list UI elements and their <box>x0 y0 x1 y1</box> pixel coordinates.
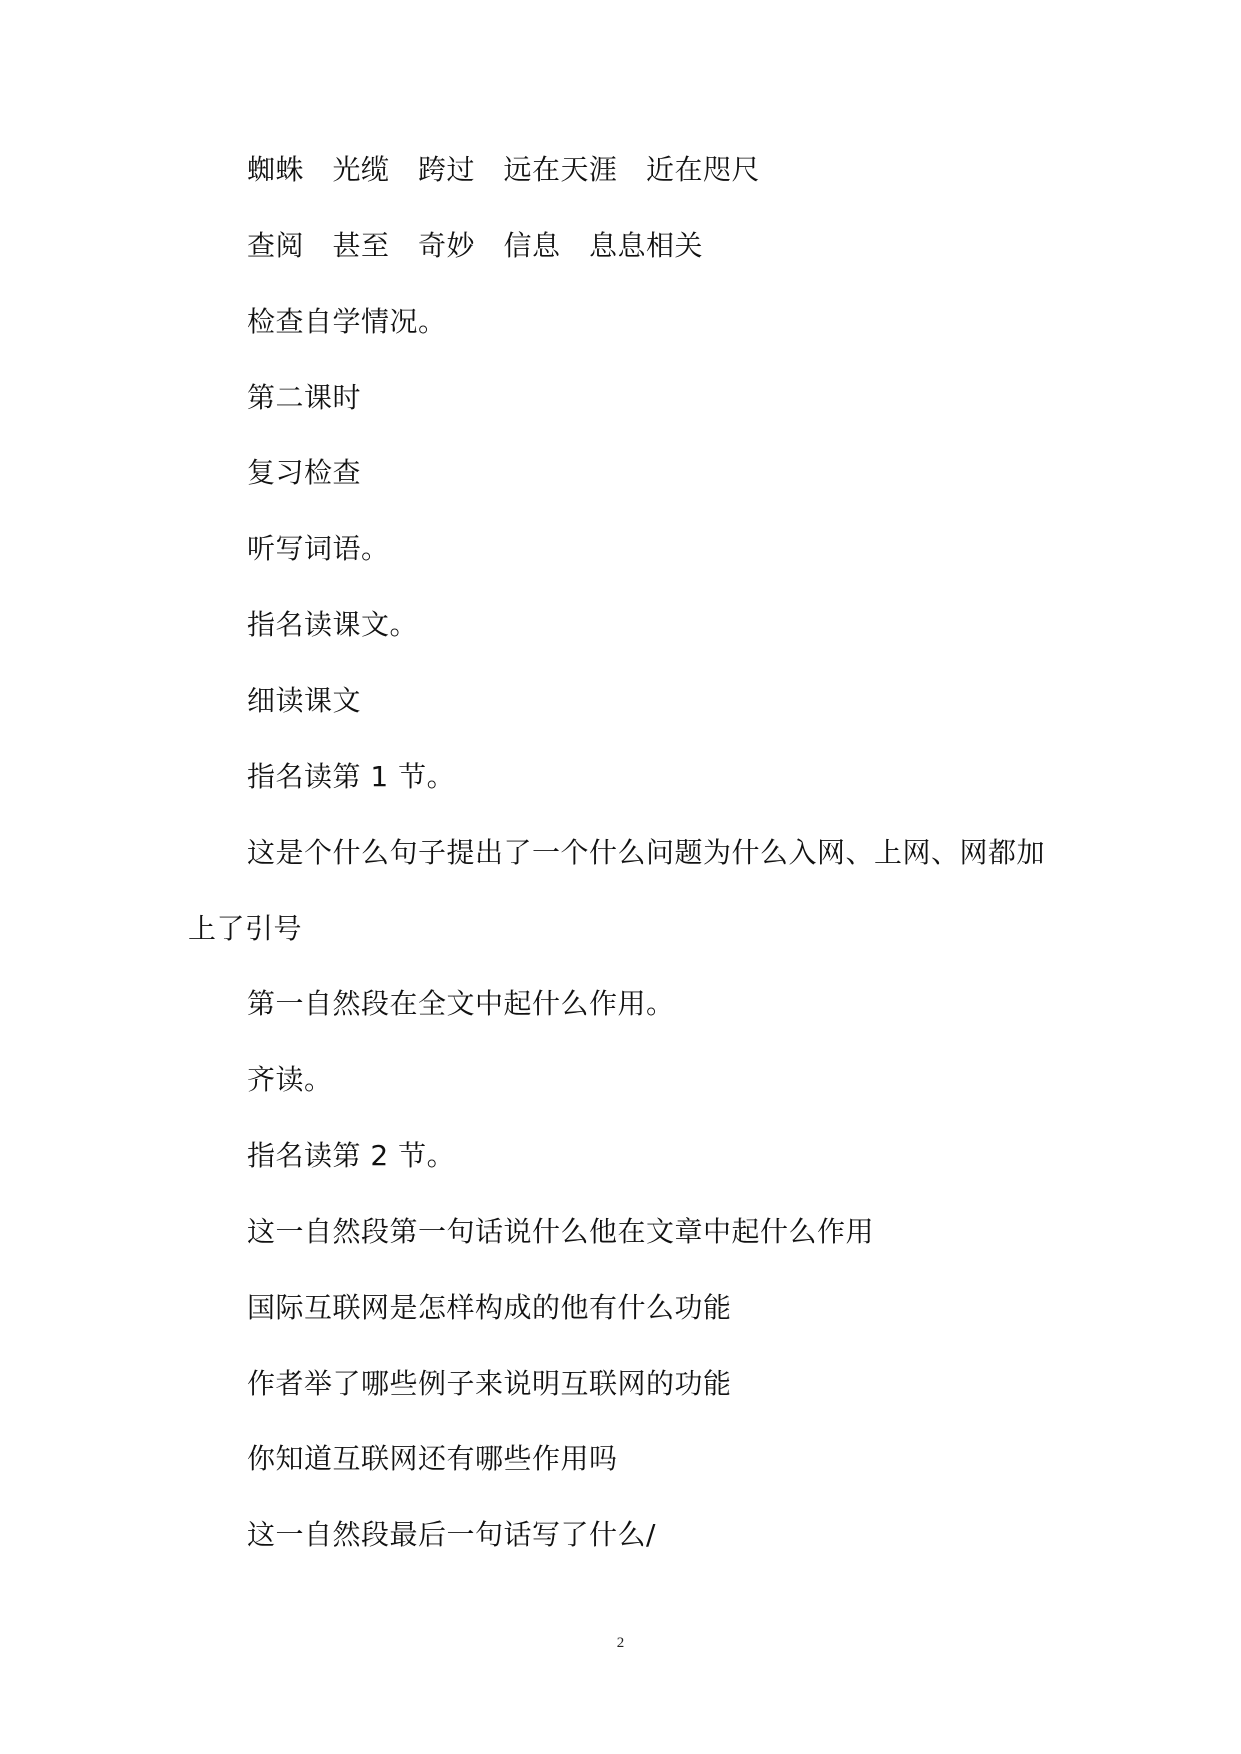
text-line: 复习检查 <box>247 456 362 489</box>
question-line: 作者举了哪些例子来说明互联网的功能 <box>247 1367 732 1400</box>
text-line: 检查自学情况。 <box>247 305 447 338</box>
question-line-continuation: 上了引号 <box>188 912 303 945</box>
section-heading: 第二课时 <box>247 381 362 414</box>
question-line: 你知道互联网还有哪些作用吗 <box>247 1442 618 1475</box>
question-line: 这一自然段第一句话说什么他在文章中起什么作用 <box>247 1215 875 1248</box>
page-number: 2 <box>616 1635 625 1651</box>
text-line: 齐读。 <box>247 1063 333 1096</box>
text-line: 指名读第 2 节。 <box>247 1139 456 1172</box>
question-line: 这是个什么句子提出了一个什么问题为什么入网、上网、网都加 <box>247 836 1046 869</box>
text-line: 细读课文 <box>247 684 362 717</box>
vocabulary-line-2: 查阅 甚至 奇妙 信息 息息相关 <box>247 229 704 262</box>
question-line: 第一自然段在全文中起什么作用。 <box>247 987 675 1020</box>
text-line: 听写词语。 <box>247 532 390 565</box>
question-line: 这一自然段最后一句话写了什么/ <box>247 1518 656 1551</box>
text-line: 指名读第 1 节。 <box>247 760 456 793</box>
text-line: 指名读课文。 <box>247 608 419 641</box>
vocabulary-line-1: 蜘蛛 光缆 跨过 远在天涯 近在咫尺 <box>247 153 761 186</box>
question-line: 国际互联网是怎样构成的他有什么功能 <box>247 1291 732 1324</box>
